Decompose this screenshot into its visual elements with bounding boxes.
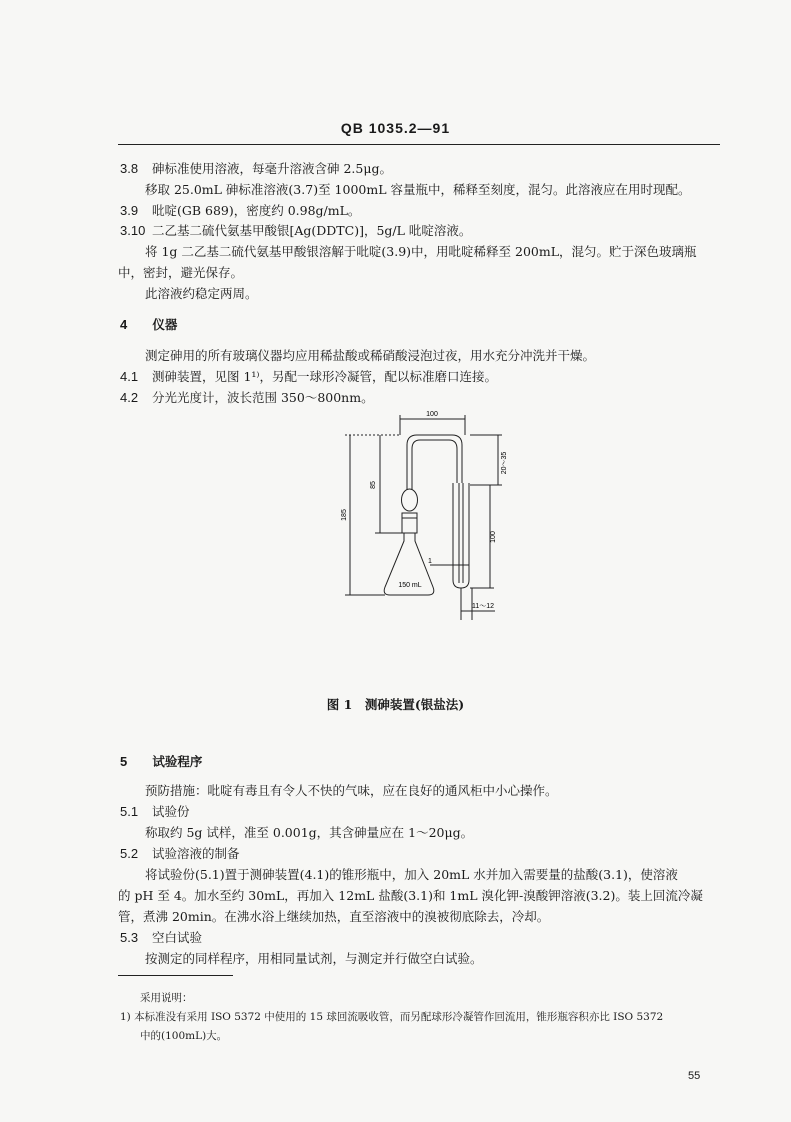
dim-185-label: 185: [341, 509, 348, 521]
paragraph-line: 称取约 5g 试样，准至 0.001g，其含砷量应在 1～20μg。: [145, 825, 474, 840]
paragraph-line: 按测定的同样程序，用相同量试剂，与测定并行做空白试验。: [145, 951, 483, 966]
paragraph-line: 将试验份(5.1)置于测砷装置(4.1)的锥形瓶中，加入 20mL 水并加入需要量的盐酸(3.1)，使溶液: [145, 867, 678, 882]
paragraph-line: 移取 25.0mL 砷标准溶液(3.7)至 1000mL 容量瓶中，稀释至刻度，混匀。此溶液应在用时现配。: [145, 182, 691, 197]
item-3-10: 3.10 二乙基二硫代氨基甲酸银[Ag(DDTC)]，5g/L 吡啶溶液。: [120, 223, 472, 238]
item-5-1: 5.1 试验份: [120, 804, 190, 819]
dim-right-top-label: 20～35: [501, 451, 508, 475]
header-rule: [118, 144, 720, 145]
section-5-heading: 5 试验程序: [120, 754, 203, 769]
item-3-9: 3.9 吡啶(GB 689)，密度约 0.98g/mL。: [120, 203, 361, 218]
dim-top-label: 100: [426, 411, 438, 418]
figure-caption: 图 1 测砷装置(银盐法): [326, 697, 465, 712]
footnote-rule: [118, 975, 233, 976]
item-4-1: 4.1 测砷装置，见图 1¹⁾，另配一球形冷凝管，配以标准磨口连接。: [120, 369, 497, 384]
dim-bottom-label: 11～12: [471, 603, 495, 610]
paragraph-line: 将 1g 二乙基二硫代氨基甲酸银溶解于吡啶(3.9)中，用吡啶稀释至 200mL，混匀。贮于深色玻璃瓶: [145, 244, 697, 259]
paragraph-line: 预防措施：吡啶有毒且有令人不快的气味，应在良好的通风柜中小心操作。: [145, 783, 558, 798]
item-4-2: 4.2 分光光度计，波长范围 350～800nm。: [120, 390, 374, 405]
section-4-heading: 4 仪器: [120, 317, 178, 332]
page-number: 55: [688, 1070, 701, 1082]
document-header: QB 1035.2—91: [340, 120, 451, 136]
flask-label: 150 mL: [398, 582, 422, 589]
footnote-title: 采用说明：: [140, 992, 193, 1004]
item-5-3: 5.3 空白试验: [120, 930, 202, 945]
footnote-line: 1) 本标准没有采用 ISO 5372 中使用的 15 球回流吸收管，而另配球形冷凝管作回流用，锥形瓶容积亦比 ISO 5372: [120, 1011, 664, 1023]
paragraph-line: 的 pH 至 4。加水至约 30mL，再加入 12mL 盐酸(3.1)和 1mL 溴化钾-溴酸钾溶液(3.2)。装上回流冷凝: [118, 888, 703, 903]
arsenic-apparatus-figure: [330, 405, 520, 625]
item-3-8: 3.8 砷标准使用溶液，每毫升溶液含砷 2.5μg。: [120, 161, 392, 176]
paragraph-line: 中，密封，避光保存。: [118, 265, 244, 280]
footnote-line: 中的(100mL)大。: [140, 1030, 228, 1042]
item-5-2: 5.2 试验溶液的制备: [120, 846, 240, 861]
paragraph-line: 测定砷用的所有玻璃仪器均应用稀盐酸或稀硝酸浸泡过夜，用水充分冲洗并干燥。: [145, 348, 596, 363]
paragraph-line: 此溶液约稳定两周。: [145, 286, 258, 301]
paragraph-line: 管，煮沸 20min。在沸水浴上继续加热，直至溶液中的溴被彻底除去，冷却。: [118, 909, 550, 924]
part-1-label: 1: [428, 558, 432, 565]
dim-100-label: 100: [490, 531, 497, 543]
dim-85-label: 85: [370, 481, 377, 489]
